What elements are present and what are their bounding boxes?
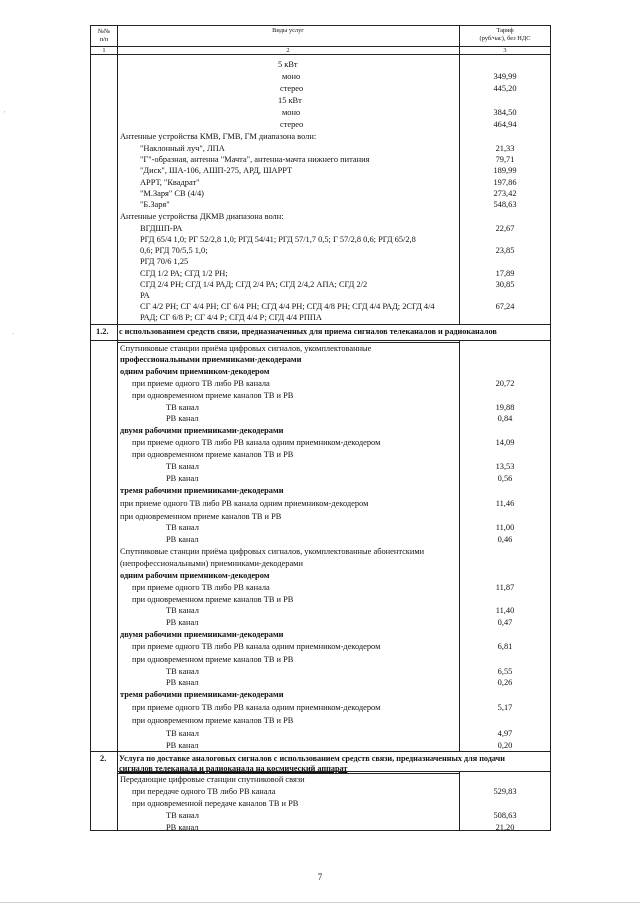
service-row-text: стерео xyxy=(280,84,304,93)
service-row-text: при приеме одного ТВ либо РВ канала xyxy=(132,379,270,388)
tariff-value: 13,53 xyxy=(495,462,515,471)
service-row-text: при одновременном приеме каналов ТВ и РВ xyxy=(132,450,294,459)
group-divider xyxy=(117,355,459,356)
service-row-text: Спутниковые станции приёма цифровых сигналов, укомплектованные абонентскими xyxy=(120,547,425,556)
service-row-text: одним рабочим приемником-декодером xyxy=(120,367,270,376)
section-2-number: 2. xyxy=(100,754,107,763)
section-1-2-bottom-border xyxy=(90,340,551,341)
service-row-text: при приеме одного ТВ либо РВ канала одним приемником-декодером xyxy=(120,499,369,508)
service-row-text: "Наклонный луч", ЛПА xyxy=(140,144,225,153)
scan-mark: · xyxy=(12,330,15,338)
page-number: 7 xyxy=(317,872,323,882)
service-row-text: РВ канал xyxy=(166,823,199,832)
service-row-text: ТВ канал xyxy=(166,403,199,412)
tariff-value: 11,46 xyxy=(495,499,515,508)
service-row-text: РВ канал xyxy=(166,535,199,544)
service-row-text: СГД 2/4 РН; СГД 1/4 РАД; СГД 2/4 РА; СГД 2/4,2 АПА; СГД 2/2 xyxy=(140,280,368,289)
tariff-value: 21,33 xyxy=(495,144,515,153)
service-row-text: ВГДШП-РА xyxy=(140,224,183,233)
tariff-value: 0,20 xyxy=(497,741,513,750)
service-row-text: при одновременном приеме каналов ТВ и РВ xyxy=(132,391,294,400)
service-row-text: РВ канал xyxy=(166,474,199,483)
service-row-text: РГД 70/6 1,25 xyxy=(140,257,189,266)
service-row-text: Антенные устройства ДКМВ диапазона волн: xyxy=(120,212,284,221)
service-row-text: при приеме одного ТВ либо РВ канала одним приемником-декодером xyxy=(132,642,381,651)
tariff-value: 11,87 xyxy=(495,583,515,592)
tariff-value: 0,56 xyxy=(497,474,513,483)
service-row-text: профессиональными приемниками-декодерами xyxy=(120,355,302,364)
section-1-2-title: с использованием средств связи, предназначенных для приема сигналов телеканалов и радиоканалов xyxy=(119,327,497,336)
service-row-text: ТВ канал xyxy=(166,729,199,738)
service-row-text: "М.Заря" СВ (4/4) xyxy=(140,189,204,198)
service-row-text: РВ канал xyxy=(166,414,199,423)
service-row-text: при приеме одного ТВ либо РВ канала xyxy=(132,583,270,592)
service-row-text: тремя рабочими приемниками-декодерами xyxy=(120,690,284,699)
tariff-value: 6,55 xyxy=(497,667,513,676)
service-row-text: ТВ канал xyxy=(166,667,199,676)
section-1-2-number: 1.2. xyxy=(96,327,109,336)
service-row-text: при приеме одного ТВ либо РВ канала одним приемником-декодером xyxy=(132,703,381,712)
service-row-text: при одновременной передаче каналов ТВ и РВ xyxy=(132,799,299,808)
service-row-text: "Диск", ША-106, АШП-275, АРД, ШАРРТ xyxy=(140,166,293,175)
service-row-text: Спутниковые станции приёма цифровых сигналов, укомплектованные xyxy=(120,344,372,353)
header-num: №№ п/п xyxy=(97,28,111,43)
tariff-value: 349,99 xyxy=(493,72,517,81)
service-row-text: при одновременном приеме каналов ТВ и РВ xyxy=(132,655,294,664)
service-row-text: моно xyxy=(282,108,301,117)
service-row-text: при одновременном приеме каналов ТВ и РВ xyxy=(132,595,294,604)
header-tariff: Тариф (руб/час), без НДС xyxy=(479,27,531,42)
header-col2: 2 xyxy=(286,47,290,54)
service-row-text: ТВ канал xyxy=(166,462,199,471)
tariff-column-divider-bottom xyxy=(459,771,460,831)
service-row-text: "Б.Заря" xyxy=(140,200,170,209)
service-row-text: при одновременном приеме каналов ТВ и РВ xyxy=(120,512,282,521)
service-row-text: РВ канал xyxy=(166,618,199,627)
service-row-text: при одновременном приеме каналов ТВ и РВ xyxy=(132,716,294,725)
tariff-value: 4,97 xyxy=(497,729,513,738)
service-row-text: при приеме одного ТВ либо РВ канала одним приемником-декодером xyxy=(132,438,381,447)
tariff-value: 21,20 xyxy=(495,823,515,832)
service-row-text: 0,6; РГД 70/5,5 1,0; xyxy=(140,246,208,255)
service-row-text: РВ канал xyxy=(166,678,199,687)
service-row-text: Антенные устройства КМВ, ГМВ, ГМ диапазона волн: xyxy=(120,132,317,141)
service-row-text: 5 кВт xyxy=(278,60,298,69)
tariff-value: 6,81 xyxy=(497,642,513,651)
tariff-value: 0,46 xyxy=(497,535,513,544)
header-service: Виды услуг xyxy=(272,27,304,34)
section-2-title-line2: сигналов телеканала и радиоканала на космический аппарат xyxy=(119,764,348,773)
tariff-value: 79,71 xyxy=(495,155,515,164)
service-row-text: (непрофессиональными) приемниками-декодерами xyxy=(120,559,303,568)
table-left-border xyxy=(90,25,91,831)
header-col1: 1 xyxy=(102,47,106,54)
service-row-text: РГД 65/4 1,0; РГ 52/2,8 1,0; РГД 54/41; РГД 57/1,7 0,5; Г 57/2,8 0,6; РГД 65/2,8 xyxy=(140,235,416,244)
tariff-value: 529,83 xyxy=(493,787,517,796)
tariff-value: 0,47 xyxy=(497,618,513,627)
tariff-value: 273,42 xyxy=(493,189,517,198)
service-row-text: ТВ канал xyxy=(166,606,199,615)
tariff-value: 17,89 xyxy=(495,269,515,278)
header-col3: 3 xyxy=(503,47,507,54)
tariff-value: 384,50 xyxy=(493,108,517,117)
section-2-title-line1: Услуга по доставке аналоговых сигналов с использованием средств связи, предназначенных для подачи xyxy=(119,754,506,763)
subsection-divider xyxy=(117,773,459,774)
service-row-text: моно xyxy=(282,72,301,81)
tariff-value: 20,72 xyxy=(495,379,515,388)
service-row-text: РВ канал xyxy=(166,741,199,750)
tariff-value: 11,00 xyxy=(495,523,515,532)
subsection-divider xyxy=(117,342,459,343)
tariff-value: 508,63 xyxy=(493,811,517,820)
service-row-text: двумя рабочими приемниками-декодерами xyxy=(120,426,284,435)
service-row-text: стерео xyxy=(280,120,304,129)
service-row-text: Передающие цифровые станции спутниковой связи xyxy=(120,775,305,784)
service-row-text: двумя рабочими приемниками-декодерами xyxy=(120,630,284,639)
service-row-text: "Г"-образная, антенна "Мачта", антенна-мачта нижнего питания xyxy=(140,155,370,164)
service-row-text: СГ 4/2 РН; СГ 4/4 РН; СГ 6/4 РН; СГД 4/4 РН; СГД 4/8 РН; СГД 4/4 РАД; 2СГД 4/4 xyxy=(140,302,435,311)
tariff-value: 23,85 xyxy=(495,246,515,255)
tariff-value: 19,88 xyxy=(495,403,515,412)
section-2-top-border xyxy=(90,751,551,752)
scan-edge xyxy=(0,902,640,903)
tariff-value: 548,63 xyxy=(493,200,517,209)
service-row-text: АРРТ, "Квадрат" xyxy=(140,178,200,187)
service-row-text: РАД; СГ 6/8 Р; СГ 4/4 Р; СГД 4/4 Р; СГД 4/4 РППА xyxy=(140,313,322,322)
service-row-text: тремя рабочими приемниками-декодерами xyxy=(120,486,284,495)
group-divider xyxy=(117,547,459,548)
service-row-text: одним рабочим приемником-декодером xyxy=(120,571,270,580)
scan-mark: ' xyxy=(4,110,6,118)
tariff-value: 189,99 xyxy=(493,166,517,175)
tariff-value: 67,24 xyxy=(495,302,515,311)
section-1-2-top-border xyxy=(90,324,551,325)
service-row-text: ТВ канал xyxy=(166,811,199,820)
tariff-value: 11,40 xyxy=(495,606,515,615)
num-column-divider xyxy=(117,25,118,831)
service-row-text: СГД 1/2 РА; СГД 1/2 РН; xyxy=(140,269,228,278)
tariff-value: 445,20 xyxy=(493,84,517,93)
tariff-value: 22,67 xyxy=(495,224,515,233)
service-row-text: РА xyxy=(140,291,150,300)
service-row-text: ТВ канал xyxy=(166,523,199,532)
tariff-value: 0,84 xyxy=(497,414,513,423)
tariff-value: 5,17 xyxy=(497,703,513,712)
tariff-value: 30,85 xyxy=(495,280,515,289)
service-row-text: при передаче одного ТВ либо РВ канала xyxy=(132,787,276,796)
tariff-column-divider-mid xyxy=(459,340,460,752)
tariff-value: 197,86 xyxy=(493,178,517,187)
tariff-value: 464,94 xyxy=(493,120,517,129)
tariff-value: 14,09 xyxy=(495,438,515,447)
tariff-value: 0,26 xyxy=(497,678,513,687)
table-top-border xyxy=(90,25,551,26)
service-row-text: 15 кВт xyxy=(278,96,302,105)
